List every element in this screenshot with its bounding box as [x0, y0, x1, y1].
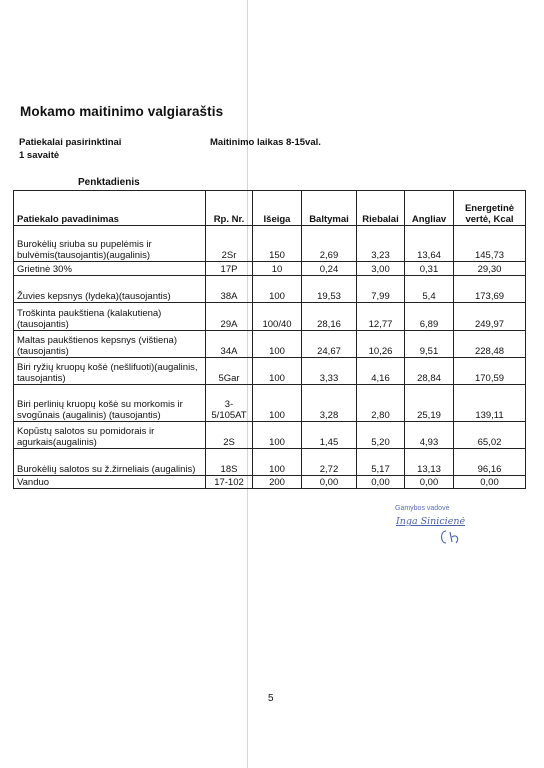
signature-role: Gamybos vadovė: [395, 505, 450, 512]
signature-name: Inga Sinicienė: [396, 516, 466, 527]
portion-yield: 100: [253, 422, 302, 449]
fat-value: 3,23: [357, 226, 405, 262]
dish-name: Biri ryžių kruopų košė (nešlifuoti)(augalinis, tausojantis): [14, 358, 206, 385]
col-header-iseiga: Išeiga: [253, 191, 302, 226]
protein-value: 24,67: [302, 331, 357, 358]
recipe-number: 29A: [206, 303, 253, 331]
table-row: [14, 226, 526, 262]
fat-value: 4,16: [357, 358, 405, 385]
col-header-name: Patiekalo pavadinimas: [14, 191, 206, 226]
table-header-row: [14, 191, 526, 226]
fat-value: 5,20: [357, 422, 405, 449]
fat-value: 3,00: [357, 262, 405, 276]
col-header-rp: Rp. Nr.: [206, 191, 253, 226]
fat-value: 12,77: [357, 303, 405, 331]
dish-name: Burokėlių salotos su ž.žirneliais (augalinis): [14, 449, 206, 476]
energy-value: 249,97: [454, 303, 526, 331]
energy-value: 170,59: [454, 358, 526, 385]
recipe-number: 34A: [206, 331, 253, 358]
portion-yield: 100: [253, 449, 302, 476]
portion-yield: 100: [253, 358, 302, 385]
dish-name: Burokėlių sriuba su pupelėmis ir bulvėmis(tausojantis)(augalinis): [14, 226, 206, 262]
dish-name: Maltas paukštienos kepsnys (vištiena)(tausojantis): [14, 331, 206, 358]
carbs-value: 9,51: [405, 331, 454, 358]
recipe-number: 17P: [206, 262, 253, 276]
energy-value: 228,48: [454, 331, 526, 358]
fat-value: 2,80: [357, 385, 405, 422]
col-header-riebalai: Riebalai: [357, 191, 405, 226]
signature-mark-icon: [438, 528, 466, 549]
table-row: [14, 262, 526, 276]
serving-time: Maitinimo laikas 8-15val.: [210, 137, 321, 148]
dish-name: Kopūstų salotos su pomidorais ir agurkais(augalinis): [14, 422, 206, 449]
menu-table: [13, 190, 526, 489]
table-row: [14, 276, 526, 303]
carbs-value: 5,4: [405, 276, 454, 303]
table-row: [14, 476, 526, 489]
protein-value: 28,16: [302, 303, 357, 331]
protein-value: 0,24: [302, 262, 357, 276]
recipe-number: 2Sr: [206, 226, 253, 262]
page-title: Mokamo maitinimo valgiaraštis: [20, 104, 224, 119]
dish-name: Žuvies kepsnys (lydeka)(tausojantis): [14, 276, 206, 303]
dish-name: Grietinė 30%: [14, 262, 206, 276]
carbs-value: 13,64: [405, 226, 454, 262]
energy-value: 96,16: [454, 449, 526, 476]
fat-value: 7,99: [357, 276, 405, 303]
fat-value: 5,17: [357, 449, 405, 476]
protein-value: 3,33: [302, 358, 357, 385]
menu-category: Patiekalai pasirinktinai: [19, 137, 122, 148]
protein-value: 2,72: [302, 449, 357, 476]
table-row: [14, 422, 526, 449]
protein-value: 1,45: [302, 422, 357, 449]
energy-value: 0,00: [454, 476, 526, 489]
recipe-number: 38A: [206, 276, 253, 303]
dish-name: Vanduo: [14, 476, 206, 489]
dish-name: Troškinta paukštiena (kalakutiena)(tausojantis): [14, 303, 206, 331]
energy-value: 29,30: [454, 262, 526, 276]
portion-yield: 150: [253, 226, 302, 262]
portion-yield: 100: [253, 385, 302, 422]
carbs-value: 0,31: [405, 262, 454, 276]
col-header-angliav: Angliav: [405, 191, 454, 226]
energy-value: 139,11: [454, 385, 526, 422]
recipe-number: 17-102: [206, 476, 253, 489]
portion-yield: 100: [253, 331, 302, 358]
col-header-baltymai: Baltymai: [302, 191, 357, 226]
day-label: Penktadienis: [78, 177, 140, 188]
energy-value: 65,02: [454, 422, 526, 449]
col-header-kcal: Energetinė vertė, Kcal: [454, 191, 526, 226]
energy-value: 173,69: [454, 276, 526, 303]
portion-yield: 100: [253, 276, 302, 303]
table-row: [14, 385, 526, 422]
protein-value: 19,53: [302, 276, 357, 303]
energy-value: 145,73: [454, 226, 526, 262]
portion-yield: 100/40: [253, 303, 302, 331]
recipe-number: 18S: [206, 449, 253, 476]
carbs-value: 6,89: [405, 303, 454, 331]
recipe-number: 3-5/105AT: [206, 385, 253, 422]
portion-yield: 200: [253, 476, 302, 489]
fat-value: 10,26: [357, 331, 405, 358]
protein-value: 3,28: [302, 385, 357, 422]
protein-value: 0,00: [302, 476, 357, 489]
carbs-value: 0,00: [405, 476, 454, 489]
recipe-number: 2S: [206, 422, 253, 449]
recipe-number: 5Gar: [206, 358, 253, 385]
table-row: [14, 303, 526, 331]
table-row: [14, 331, 526, 358]
protein-value: 2,69: [302, 226, 357, 262]
carbs-value: 25,19: [405, 385, 454, 422]
carbs-value: 13,13: [405, 449, 454, 476]
carbs-value: 28,84: [405, 358, 454, 385]
carbs-value: 4,93: [405, 422, 454, 449]
portion-yield: 10: [253, 262, 302, 276]
fat-value: 0,00: [357, 476, 405, 489]
table-row: [14, 358, 526, 385]
table-row: [14, 449, 526, 476]
dish-name: Biri perlinių kruopų košė su morkomis ir svogūnais (augalinis) (tausojantis): [14, 385, 206, 422]
week-label: 1 savaitė: [19, 150, 60, 161]
page-number: 5: [268, 693, 274, 704]
